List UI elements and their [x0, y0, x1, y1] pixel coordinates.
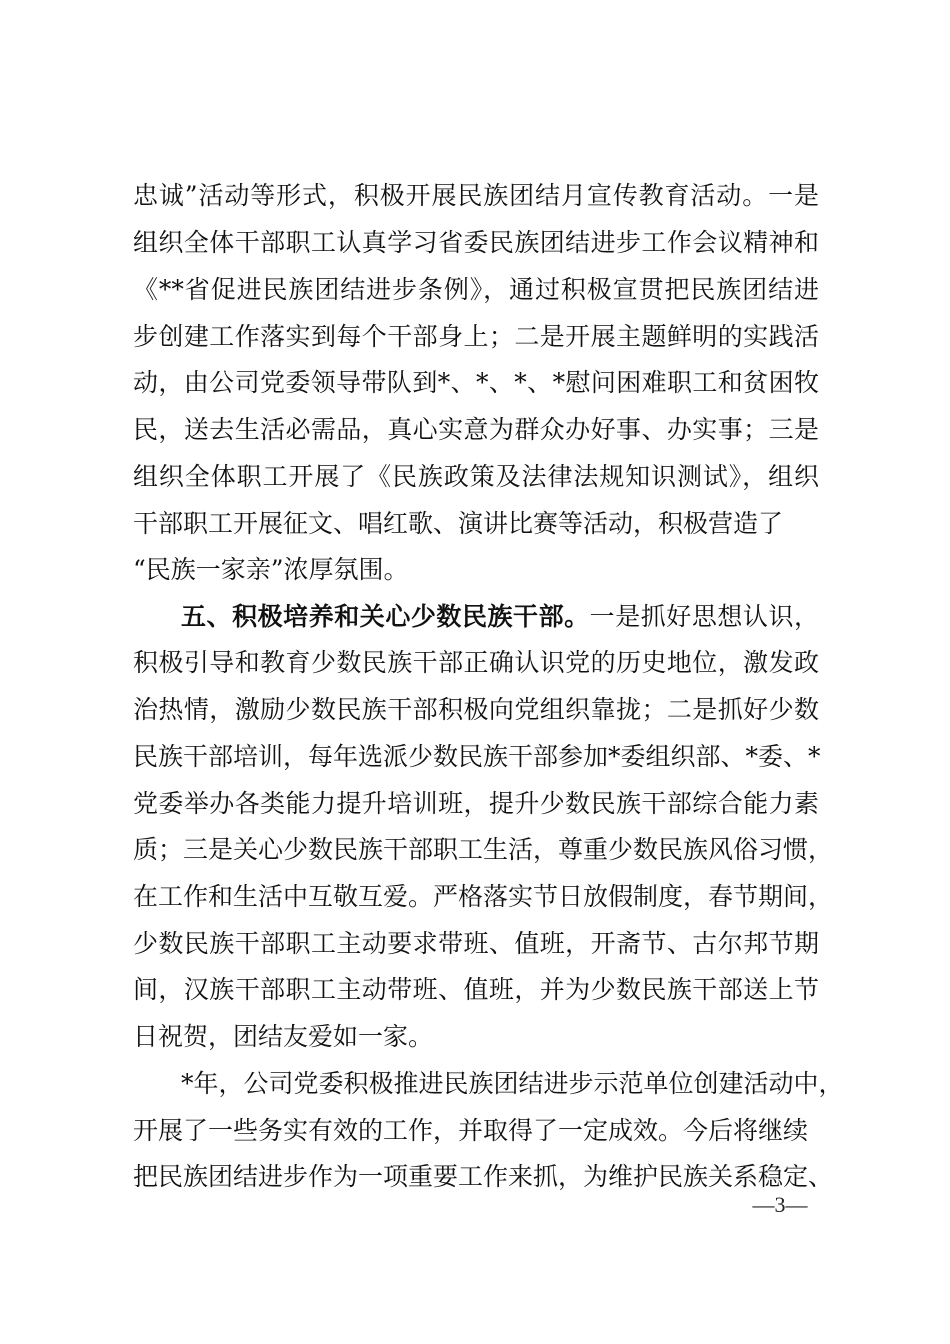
text-line: 忠诚”活动等形式，积极开展民族团结月宣传教育活动。一是: [133, 181, 819, 210]
text-line: 少数民族干部职工主动要求带班、值班，开斋节、古尔邦节期: [133, 929, 819, 958]
section-first-line-text: 一是抓好思想认识，: [589, 602, 819, 631]
text-line: 质；三是关心少数民族干部职工生活，尊重少数民族风俗习惯，: [133, 835, 834, 864]
text-line: *年，公司党委积极推进民族团结进步示范单位创建活动中，: [181, 1069, 844, 1098]
text-line: 把民族团结进步作为一项重要工作来抓，为维护民族关系稳定、: [133, 1162, 834, 1191]
text-line: 在工作和生活中互敬互爱。严格落实节日放假制度，春节期间，: [133, 882, 834, 911]
text-line: 治热情，激励少数民族干部积极向党组织靠拢；二是抓好少数: [133, 695, 819, 724]
text-line: 积极引导和教育少数民族干部正确认识党的历史地位，激发政: [133, 648, 819, 677]
text-line: 日祝贺，团结友爱如一家。: [133, 1022, 434, 1051]
text-line: 组织全体干部职工认真学习省委民族团结进步工作会议精神和: [133, 228, 819, 257]
text-line: 开展了一些务实有效的工作，并取得了一定成效。今后将继续: [133, 1116, 809, 1145]
section-first-line: [181, 597, 819, 637]
page-number: —3—: [752, 1192, 808, 1217]
text-line: 动，由公司党委领导带队到*、*、*、*慰问困难职工和贫困牧: [133, 368, 819, 397]
text-line: 民族干部培训，每年选派少数民族干部参加*委组织部、*委、*: [133, 742, 821, 771]
text-line: 干部职工开展征文、唱红歌、演讲比赛等活动，积极营造了: [133, 509, 784, 538]
text-line: 组织全体职工开展了《民族政策及法律法规知识测试》，组织: [133, 462, 819, 491]
section-heading: 五、积极培养和关心少数民族干部。: [181, 602, 590, 631]
text-line: 《**省促进民族团结进步条例》，通过积极宣贯把民族团结进: [133, 275, 819, 304]
text-line: 民，送去生活必需品，真心实意为群众办好事、办实事；三是: [133, 415, 819, 444]
text-line: 间，汉族干部职工主动带班、值班，并为少数民族干部送上节: [133, 975, 819, 1004]
text-line: “民族一家亲”浓厚氛围。: [133, 555, 409, 584]
text-line: 党委举办各类能力提升培训班，提升少数民族干部综合能力素: [133, 789, 819, 818]
text-line: 步创建工作落实到每个干部身上；二是开展主题鲜明的实践活: [133, 322, 819, 351]
